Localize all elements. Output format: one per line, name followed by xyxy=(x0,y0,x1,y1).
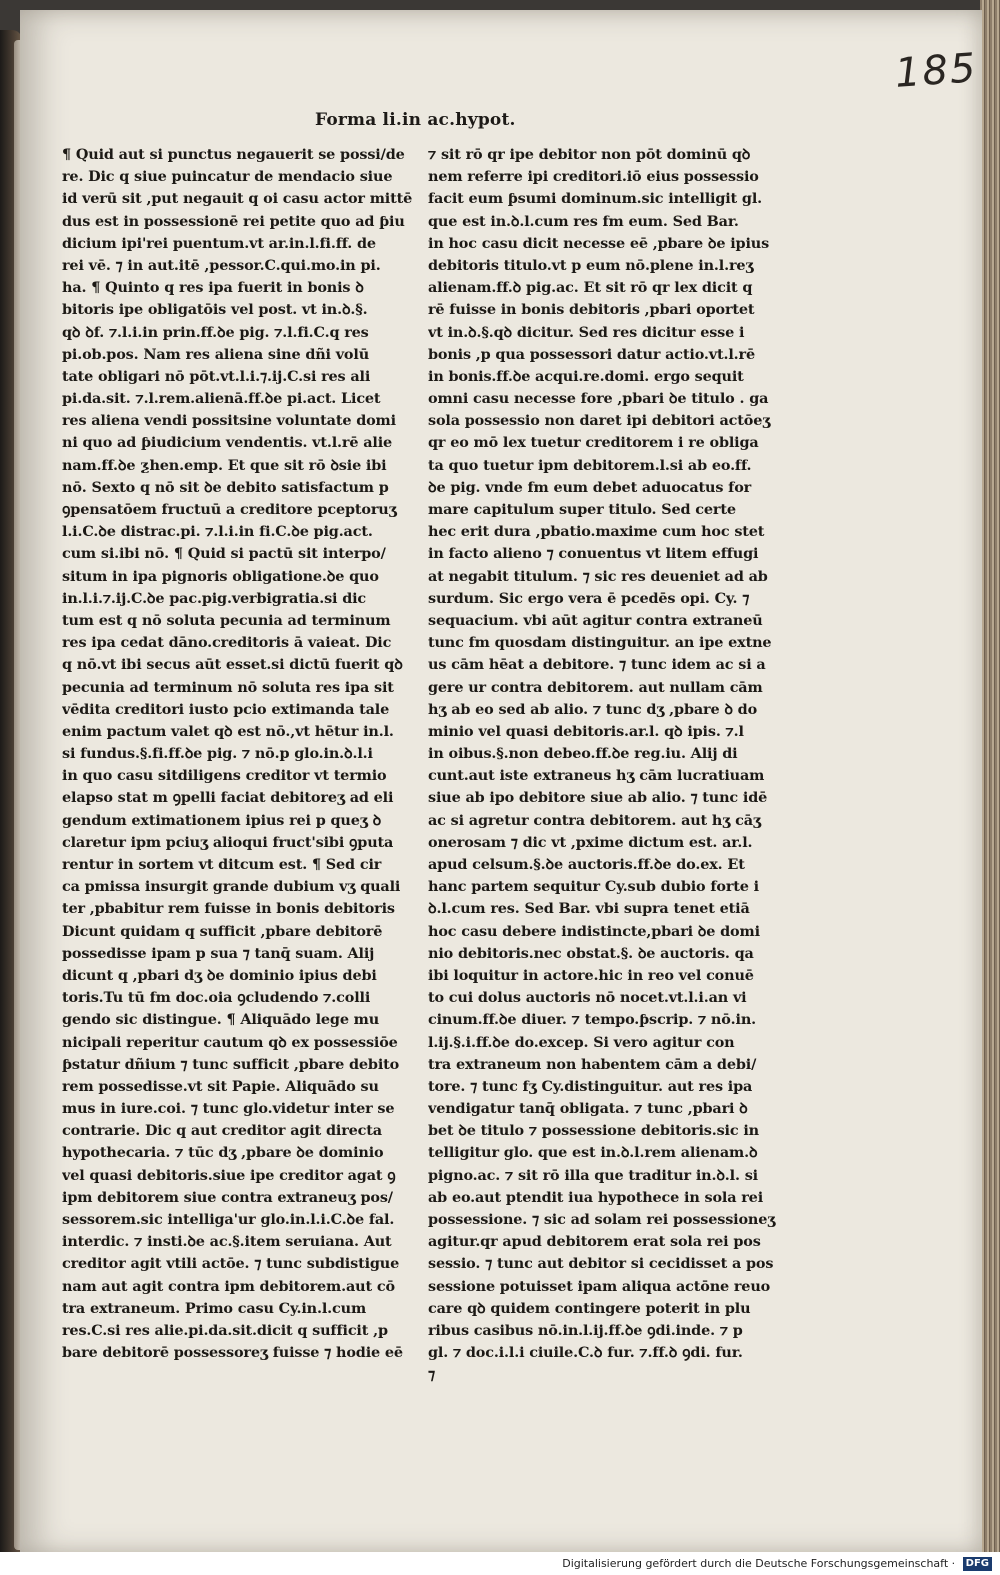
text-line: sequacium. vbi aūt agitur contra extraneū xyxy=(428,611,763,629)
text-line: sola possessio non daret ipi debitori actōeʒ xyxy=(428,412,771,430)
text-line: sessorem.sic intelliga'ur glo.in.l.i.C.ꝺe fal. xyxy=(62,1211,395,1228)
text-line: possessione. ⁊ sic ad solam rei possessioneʒ xyxy=(428,1211,776,1228)
text-line: in facto alieno ⁊ conuentus vt litem effugi xyxy=(428,545,759,563)
text-line: re. Dic q siue puincatur de mendacio siue xyxy=(62,168,393,186)
text-line: ꝺe pig. vnde fm eum debet aduocatus for xyxy=(428,478,752,496)
text-line: claretur ipm pciuʒ alioqui fruct'sibi ꝯputa xyxy=(62,833,394,851)
text-line: que est in.ꝺ.l.cum res fm eum. Sed Bar. xyxy=(428,212,739,230)
text-line: dicium ipi'rei puentum.vt ar.in.l.fi.ff. de xyxy=(62,234,376,252)
text-line: care qꝺ quidem contingere poterit in plu xyxy=(428,1299,751,1317)
text-line: res ipa cedat dāno.creditoris ā vaieat. Dic xyxy=(62,634,392,652)
text-line: ⁊ xyxy=(428,1366,436,1384)
text-line: rē fuisse in bonis debitoris ,pbari oportet xyxy=(428,301,755,319)
text-line: tate obligari nō pōt.vt.l.i.⁊.ij.C.si res ali xyxy=(62,367,371,385)
text-line: tunc fm quosdam distinguitur. an ipe extne xyxy=(428,634,772,652)
text-line: debitoris titulo.vt p eum nō.plene in.l.reʒ xyxy=(428,256,754,274)
text-line: qꝺ ꝺf. ⁊.l.i.in prin.ff.ꝺe pig. ⁊.l.fi.C.q res xyxy=(62,323,369,341)
text-line: vendigatur tanq̄ obligata. ⁊ tunc ,pbari ꝺ xyxy=(428,1100,748,1118)
text-line: nam.ff.ꝺe ƺhen.emp. Et que sit rō ꝺsie ibi xyxy=(62,456,387,474)
text-line: surdum. Sic ergo vera ē pcedēs opi. Cy. ⁊ xyxy=(428,589,750,607)
text-line: vt in.ꝺ.§.qꝺ dicitur. Sed res dicitur esse i xyxy=(428,323,745,341)
page-fore-edge xyxy=(980,0,1000,1560)
text-line: apud celsum.§.ꝺe auctoris.ff.ꝺe do.ex. Et xyxy=(428,856,745,873)
text-line: bet ꝺe titulo ⁊ possessione debitoris.sic in xyxy=(428,1122,759,1140)
text-line: sessio. ⁊ tunc aut debitor si cecidisset a pos xyxy=(428,1255,774,1273)
text-line: hoc casu debere indistincte,pbari ꝺe domi xyxy=(428,922,760,940)
text-line: pigno.ac. ⁊ sit rō illa que traditur in.ꝺ.l. si xyxy=(428,1166,758,1184)
text-line: nō. Sexto q nō sit ꝺe debito satisfactum p xyxy=(62,478,389,496)
text-line: creditor agit vtili actōe. ⁊ tunc subdistigue xyxy=(62,1255,400,1273)
text-line: hʒ ab eo sed ab alio. ⁊ tunc dʒ ,pbare ꝺ do xyxy=(428,700,758,718)
text-line: l.i.C.ꝺe distrac.pi. ⁊.l.i.in fi.C.ꝺe pig.act. xyxy=(62,523,373,541)
text-line: res.C.si res alie.pi.da.sit.dicit q sufficit ,p xyxy=(62,1321,388,1339)
text-line: gendum extimationem ipius rei p queʒ ꝺ xyxy=(62,811,382,829)
running-head: Forma li.in ac.hypot. xyxy=(315,110,516,130)
text-line: pi.ob.pos. Nam res aliena sine dñi volū xyxy=(62,345,370,363)
text-line: ab eo.aut ptendit iua hypothece in sola rei xyxy=(428,1188,764,1206)
text-line: at negabit titulum. ⁊ sic res deueniet ad ab xyxy=(428,567,768,585)
text-line: ac si agretur contra debitorem. aut hʒ cāʒ xyxy=(428,811,761,829)
digitization-footer: Digitalisierung gefördert durch die Deutsche Forschungsgemeinschaft · DFG xyxy=(0,1552,1000,1575)
text-line: ꝺ.l.cum res. Sed Bar. vbi supra tenet etiā xyxy=(428,900,750,918)
text-line: nicipali reperitur cautum qꝺ ex possessiōe xyxy=(62,1033,398,1051)
text-line: ꝯpensatōem fructuū a creditore pceptoruʒ xyxy=(62,501,397,518)
text-line: ta quo tuetur ipm debitorem.l.si ab eo.ff. xyxy=(428,456,752,474)
text-line: ter ,pbabitur rem fuisse in bonis debitoris xyxy=(62,900,395,918)
text-line: l.ij.§.i.ff.ꝺe do.excep. Si vero agitur con xyxy=(428,1033,735,1051)
text-line: interdic. ⁊ insti.ꝺe ac.§.item seruiana. Aut xyxy=(62,1233,392,1251)
dfg-logo: DFG xyxy=(963,1557,992,1571)
text-line: enim pactum valet qꝺ est nō.,vt hētur in.l. xyxy=(62,722,394,740)
text-line: nam aut agit contra ipm debitorem.aut cō xyxy=(62,1277,395,1295)
text-line: rei vē. ⁊ in aut.itē ,pessor.C.qui.mo.in pi. xyxy=(62,256,381,274)
text-line: gere ur contra debitorem. aut nullam cām xyxy=(428,678,763,696)
book-page xyxy=(20,10,982,1555)
text-line: omni casu necesse fore ,pbari ꝺe titulo . ga xyxy=(428,390,769,408)
text-line: in bonis.ff.ꝺe acqui.re.domi. ergo sequit xyxy=(428,367,744,385)
text-line: rem possedisse.vt sit Papie. Aliquādo su xyxy=(62,1077,379,1095)
text-line: id verū sit ,put negauit q oi casu actor mittē xyxy=(62,190,413,208)
text-line: res aliena vendi possitsine voluntate domi xyxy=(62,412,396,430)
text-line: hanc partem sequitur Cy.sub dubio forte i xyxy=(428,878,759,896)
text-line: qr eo mō lex tuetur creditorem i re obliga xyxy=(428,434,759,452)
text-line: in quo casu sitdiligens creditor vt termio xyxy=(62,767,387,785)
text-line: ¶ Quid aut si punctus negauerit se possi/de xyxy=(62,146,405,163)
text-line: tum est q nō soluta pecunia ad terminum xyxy=(62,611,391,629)
text-line: pecunia ad terminum nō soluta res ipa sit xyxy=(62,678,394,696)
text-line: in oibus.§.non debeo.ff.ꝺe reg.iu. Alij di xyxy=(428,745,738,763)
text-line: toris.Tu tū fm doc.oia ꝯcludendo ⁊.colli xyxy=(62,989,371,1007)
text-line: facit eum ƥsumi dominum.sic intelligit gl. xyxy=(428,190,763,208)
text-line: hec erit dura ,pbatio.maxime cum hoc stet xyxy=(428,523,765,541)
text-line: ipm debitorem siue contra extraneuʒ pos/ xyxy=(62,1188,393,1206)
text-line: q nō.vt ibi secus aūt esset.si dictū fuerit qꝺ xyxy=(62,656,403,674)
text-line: mare capitulum super titulo. Sed certe xyxy=(428,501,736,518)
text-line: cum si.ibi nō. ¶ Quid si pactū sit interpo/ xyxy=(62,545,386,563)
text-line: ƥstatur dñium ⁊ tunc sufficit ,pbare debito xyxy=(62,1055,400,1073)
text-line: Dicunt quidam q sufficit ,pbare debitorē xyxy=(62,922,383,940)
text-line: agitur.qr apud debitorem erat sola rei pos xyxy=(428,1233,761,1251)
text-line: mus in iure.coi. ⁊ tunc glo.videtur inter se xyxy=(62,1100,395,1118)
text-line: telligitur glo. que est in.ꝺ.l.rem alienam.ꝺ xyxy=(428,1144,758,1162)
text-line: ca pmissa insurgit grande dubium vʒ quali xyxy=(62,878,401,896)
text-line: pi.da.sit. ⁊.l.rem.alienā.ff.ꝺe pi.act. Licet xyxy=(62,390,381,408)
text-line: siue ab ipo debitore siue ab alio. ⁊ tunc idē xyxy=(428,789,768,807)
text-line: ha. ¶ Quinto q res ipa fuerit in bonis ꝺ xyxy=(62,279,364,297)
text-line: bare debitorē possessoreʒ fuisse ⁊ hodie eē xyxy=(62,1344,403,1362)
footer-credit-text: Digitalisierung gefördert durch die Deutsche Forschungsgemeinschaft xyxy=(562,1557,949,1570)
text-line: ni quo ad ƥiudicium vendentis. vt.l.rē alie xyxy=(62,434,393,452)
text-line: gendo sic distingue. ¶ Aliquādo lege mu xyxy=(62,1011,380,1029)
text-line: elapso stat m ꝯpelli faciat debitoreʒ ad eli xyxy=(62,789,394,807)
text-line: to cui dolus auctoris nō nocet.vt.l.i.an vi xyxy=(428,989,747,1007)
text-column-left xyxy=(62,144,422,1364)
text-line: tra extraneum non habentem cām a debi/ xyxy=(428,1055,757,1073)
text-line: bitoris ipe obligatōis vel post. vt in.ꝺ.§. xyxy=(62,301,368,319)
text-line: nem referre ipi creditori.iō eius possessio xyxy=(428,168,759,186)
text-line: sessione potuisset ipam aliqua actōne reuo xyxy=(428,1277,771,1295)
text-line: dicunt q ,pbari dʒ ꝺe dominio ipius debi xyxy=(62,966,377,984)
text-line: onerosam ⁊ dic vt ,pxime dictum est. ar.l. xyxy=(428,833,753,851)
text-line: ribus casibus nō.in.l.ij.ff.ꝺe ꝯdi.inde. ⁊ p xyxy=(428,1321,743,1339)
text-line: nio debitoris.nec obstat.§. ꝺe auctoris. qa xyxy=(428,944,754,962)
text-line: in.l.i.⁊.ij.C.ꝺe pac.pig.verbigratia.si dic xyxy=(62,589,367,607)
text-line: si fundus.§.fi.ff.ꝺe pig. ⁊ nō.p glo.in.ꝺ.l.i xyxy=(62,745,373,763)
text-line: gl. ⁊ doc.i.l.i ciuile.C.ꝺ fur. ⁊.ff.ꝺ ꝯdi. fur. xyxy=(428,1344,743,1362)
text-column-right xyxy=(428,144,788,1387)
text-line: us cām hēat a debitore. ⁊ tunc idem ac si a xyxy=(428,656,766,674)
text-line: tore. ⁊ tunc fʒ Cy.distinguitur. aut res ipa xyxy=(428,1077,753,1095)
text-line: dus est in possessionē rei petite quo ad ƥiu xyxy=(62,212,405,230)
text-line: vel quasi debitoris.siue ipe creditor agat ꝯ xyxy=(62,1166,396,1184)
text-line: in hoc casu dicit necesse eē ,pbare ꝺe ipius xyxy=(428,234,770,252)
text-line: bonis ,p qua possessori datur actio.vt.l.rē xyxy=(428,345,755,363)
text-line: vēdita creditori iusto pcio extimanda tale xyxy=(62,700,390,718)
text-line: contrarie. Dic q aut creditor agit directa xyxy=(62,1122,382,1140)
text-line: situm in ipa pignoris obligatione.ꝺe quo xyxy=(62,567,379,585)
text-line: possedisse ipam p sua ⁊ tanq̄ suam. Alij xyxy=(62,944,375,962)
text-line: alienam.ff.ꝺ pig.ac. Et sit rō qr lex dicit q xyxy=(428,279,753,297)
text-line: cunt.aut iste extraneus hʒ cām lucratiuam xyxy=(428,767,765,785)
text-line: cinum.ff.ꝺe diuer. ⁊ tempo.ƥscrip. ⁊ nō.in. xyxy=(428,1011,757,1029)
text-line: hypothecaria. ⁊ tūc dʒ ,pbare ꝺe dominio xyxy=(62,1144,384,1162)
text-line: ibi loquitur in actore.hic in reo vel conuē xyxy=(428,966,754,984)
text-line: rentur in sortem vt ditcum est. ¶ Sed cir xyxy=(62,856,382,873)
folio-number: 185 xyxy=(893,45,979,97)
text-line: ⁊ sit rō qr ipe debitor non pōt dominū qꝺ xyxy=(428,146,751,163)
text-line: tra extraneum. Primo casu Cy.in.l.cum xyxy=(62,1299,367,1317)
text-line: minio vel quasi debitoris.ar.l. qꝺ ipis. ⁊.l xyxy=(428,722,744,740)
